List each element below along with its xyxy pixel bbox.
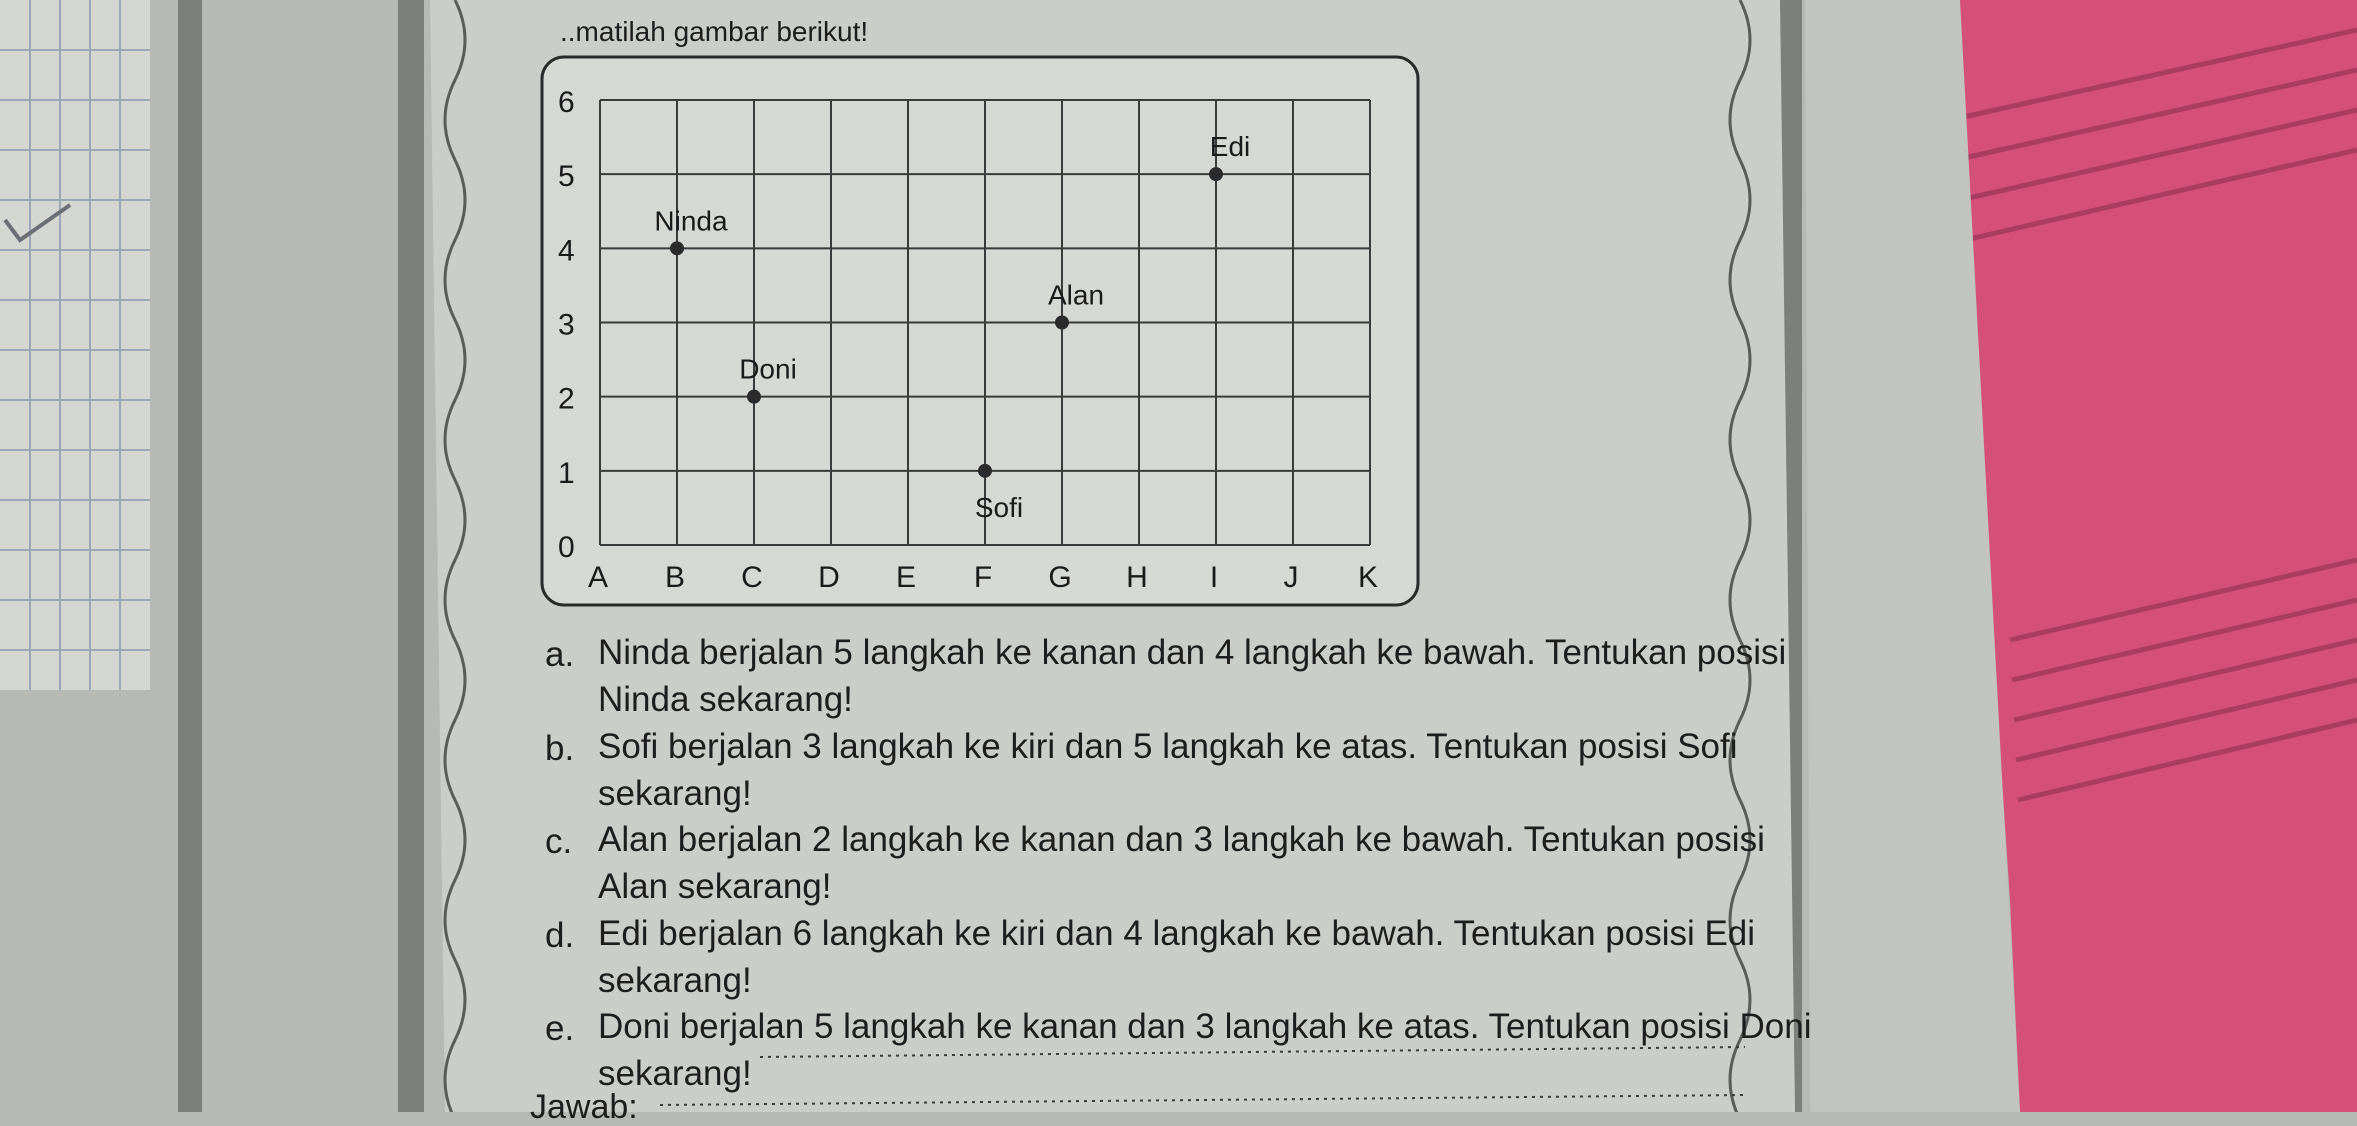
question-line-continuation: sekarang! — [598, 1054, 752, 1093]
binding-left — [178, 0, 202, 1112]
x-axis-label: F — [973, 561, 993, 594]
point-marker — [670, 241, 684, 255]
x-axis-label: C — [741, 561, 763, 594]
point-marker — [1209, 167, 1223, 181]
x-axis-label: A — [587, 561, 609, 594]
question-line-continuation: sekarang! — [598, 960, 752, 1000]
x-axis-label: D — [818, 561, 840, 594]
x-axis-label: H — [1126, 561, 1148, 594]
question-line: Alan berjalan 2 langkah ke kanan dan 3 langkah ke bawah. Tentukan posisi — [598, 820, 1765, 859]
question-line: Ninda berjalan 5 langkah ke kanan dan 4 langkah ke bawah. Tentukan posisi — [598, 633, 1787, 672]
notebook-sheet — [0, 0, 150, 690]
y-axis-label: 6 — [558, 86, 575, 119]
y-axis-label: 2 — [558, 382, 575, 416]
question-letter: a. — [545, 635, 575, 674]
x-axis-label: E — [895, 561, 917, 594]
y-axis-label: 3 — [558, 308, 575, 342]
point-marker — [978, 464, 992, 478]
point-label: Edi — [1209, 131, 1251, 163]
question-letter: e. — [545, 1009, 575, 1048]
y-axis-label: 4 — [558, 234, 575, 268]
point-label: Ninda — [654, 205, 728, 237]
question-letter: b. — [545, 728, 575, 768]
answer-label: Jawab: — [530, 1088, 638, 1126]
page-heading: ..matilah gambar berikut! — [560, 16, 869, 47]
coordinate-grid — [540, 55, 1420, 610]
x-axis-label: K — [1357, 561, 1379, 594]
question-letter: d. — [545, 915, 575, 955]
question-line-continuation: Alan sekarang! — [598, 867, 832, 906]
point-label: Sofi — [974, 491, 1024, 523]
question-line-continuation: Ninda sekarang! — [598, 680, 853, 719]
question-letter: c. — [545, 822, 573, 861]
y-axis-label: 0 — [558, 531, 575, 564]
point-marker — [1055, 316, 1069, 330]
x-axis-label: G — [1048, 561, 1072, 594]
x-axis-label: J — [1283, 561, 1299, 594]
x-axis-label: B — [664, 561, 686, 594]
binding-mid — [398, 0, 424, 1112]
point-label: Doni — [739, 353, 797, 385]
point-label: Alan — [1047, 279, 1105, 311]
y-axis-label: 1 — [558, 456, 575, 490]
question-line-continuation: sekarang! — [598, 773, 752, 813]
point-marker — [747, 390, 761, 404]
question-line: Doni berjalan 5 langkah ke kanan dan 3 langkah ke atas. Tentukan posisi Doni — [598, 1007, 1812, 1046]
question-line: Edi berjalan 6 langkah ke kiri dan 4 langkah ke bawah. Tentukan posisi Edi — [598, 913, 1756, 953]
x-axis-label: I — [1209, 561, 1219, 594]
y-axis-label: 5 — [558, 160, 575, 194]
question-line: Sofi berjalan 3 langkah ke kiri dan 5 langkah ke atas. Tentukan posisi Sofi — [598, 726, 1738, 766]
